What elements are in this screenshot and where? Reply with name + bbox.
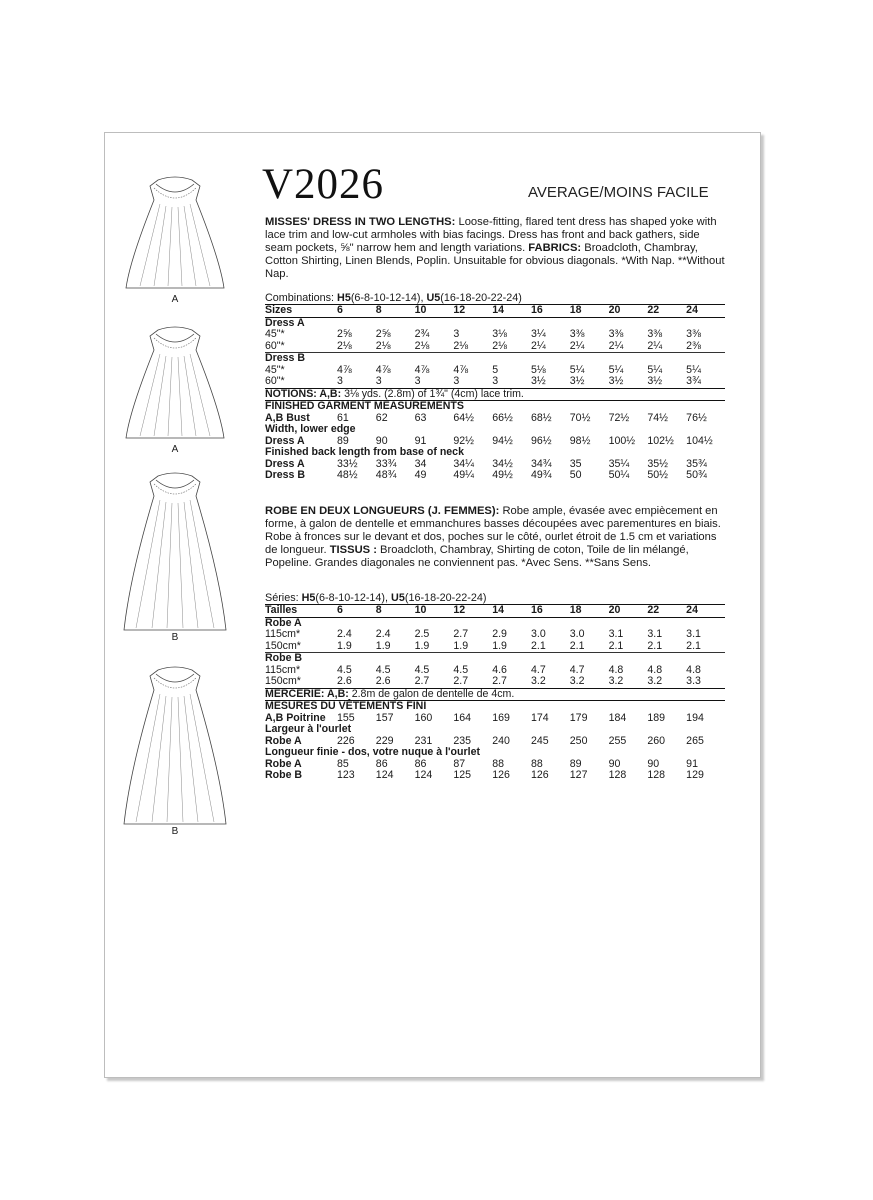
table-cell: 50¼ xyxy=(608,469,630,481)
table-cell: 260 xyxy=(647,734,666,747)
table-cell: 90 xyxy=(375,434,388,447)
finished-measurements-heading xyxy=(265,401,725,413)
table-cell: 3½ xyxy=(647,375,663,387)
table-cell: 8 xyxy=(376,305,415,318)
notions-cell xyxy=(265,388,725,401)
table-cell: 250 xyxy=(569,734,588,747)
english-description xyxy=(265,216,725,281)
table-cell: 4⅞ xyxy=(414,363,430,376)
table-cell: 35¼ xyxy=(608,457,630,470)
table-cell: Dress A xyxy=(265,316,305,329)
table-cell: 2.1 xyxy=(530,639,546,652)
table-cell: 2⅛ xyxy=(337,339,352,352)
table-cell: 3.0 xyxy=(530,628,546,640)
table-cell: 1.9 xyxy=(414,639,430,652)
table-cell: 2.1 xyxy=(608,639,624,652)
table-cell: 33½ xyxy=(337,457,358,470)
table-cell: 164 xyxy=(453,711,472,724)
table-cell: Longueur finie - dos, votre nuque à l'ourlet xyxy=(265,746,480,758)
table-cell: 150cm* xyxy=(265,639,301,652)
table-cell: Tailles xyxy=(265,605,337,618)
dress-a-front-sketch xyxy=(120,170,230,305)
table-cell: 102½ xyxy=(647,434,674,447)
figure-label: B xyxy=(171,632,179,643)
table-cell: 4.8 xyxy=(686,663,701,676)
table-cell: 4⅞ xyxy=(453,363,469,376)
table-cell: 12 xyxy=(453,305,492,318)
table-cell: 49½ xyxy=(492,469,513,481)
yardage-row xyxy=(265,641,725,653)
table-cell: 3½ xyxy=(530,375,546,387)
notions-text: 3⅛ yds. (2.8m) of 1¾" (4cm) lace trim. xyxy=(341,387,524,400)
table-cell: 3⅜ xyxy=(608,328,624,340)
table-cell: 240 xyxy=(492,734,510,747)
table-cell: 2.7 xyxy=(453,675,469,687)
table-cell: 2⅝ xyxy=(337,328,352,340)
table-cell: 2⅛ xyxy=(414,339,430,352)
table-cell: 2.4 xyxy=(337,628,352,640)
table-cell: 22 xyxy=(647,605,686,618)
table-cell: 115cm* xyxy=(265,628,301,640)
table-cell: 45"* xyxy=(265,328,285,340)
table-cell: 4.5 xyxy=(414,663,430,676)
table-cell: Robe B xyxy=(265,769,303,781)
table-cell: 4.5 xyxy=(453,663,469,676)
table-cell: 35¾ xyxy=(686,457,707,470)
table-cell: 160 xyxy=(414,711,433,724)
finished-measurements-heading xyxy=(265,701,725,713)
table-cell: 48¾ xyxy=(375,469,397,481)
table-cell: 3.2 xyxy=(569,675,585,687)
desc-text-fr: Robe ample, évasée avec empiècement en forme, à galon de dentelle et emmanchures basses découpées avec parementures en biais. Robe à fronces sur le devant et dos, poches sur le côté, ourlet étroit de 1.5 cm et variations de longueur. xyxy=(265,505,721,556)
table-cell: 124 xyxy=(375,769,394,781)
table-cell: 34¾ xyxy=(530,457,552,470)
table-cell: 123 xyxy=(337,769,355,781)
table-cell: 2.7 xyxy=(453,628,469,640)
table-cell: 125 xyxy=(453,769,472,781)
width-heading xyxy=(265,424,725,436)
combinations-line: Combinations: H5(6-8-10-12-14), U5(16-18-20-22-24) xyxy=(265,292,522,304)
table-cell: 2.5 xyxy=(414,628,430,640)
table-cell: 89 xyxy=(337,434,349,447)
table-cell: 68½ xyxy=(530,411,552,424)
table-cell: 4.8 xyxy=(608,663,624,676)
table-cell: 92½ xyxy=(453,434,475,447)
table-cell: 91 xyxy=(414,434,427,447)
table-cell: 16 xyxy=(531,305,570,318)
table-cell: 229 xyxy=(375,734,394,747)
table-cell: 72½ xyxy=(608,411,630,424)
table-cell: 90 xyxy=(608,757,621,770)
table-cell: 1.9 xyxy=(337,639,352,652)
notions-heading: MERCERIE: A,B: xyxy=(265,687,349,700)
table-cell: 14 xyxy=(492,605,531,618)
table-cell: 5¼ xyxy=(569,363,585,376)
table-cell: 5¼ xyxy=(686,363,701,376)
width-heading xyxy=(265,724,725,736)
table-cell: 12 xyxy=(453,605,492,618)
table-cell: Robe A xyxy=(265,757,302,770)
notions-cell xyxy=(265,688,725,701)
table-cell: 60"* xyxy=(265,375,285,387)
table-cell: 255 xyxy=(608,734,627,747)
table-cell: 3.2 xyxy=(647,675,663,687)
table-cell: 3⅜ xyxy=(569,328,585,340)
table-cell: Robe A xyxy=(265,616,302,629)
notions-row xyxy=(265,388,725,401)
table-cell: 265 xyxy=(686,734,704,747)
french-yardage-chart xyxy=(265,592,725,782)
table-cell: 45"* xyxy=(265,363,285,376)
table-cell: 35 xyxy=(569,457,582,470)
table-cell: 127 xyxy=(569,769,588,781)
table-cell: 104½ xyxy=(686,434,713,447)
dress-b-front-sketch xyxy=(120,466,230,643)
table-cell: 76½ xyxy=(686,411,707,424)
table-cell: 150cm* xyxy=(265,675,301,687)
size-table-fr xyxy=(265,604,725,782)
table-cell: 4.8 xyxy=(647,663,663,676)
table-cell: 4.6 xyxy=(492,663,507,676)
figure-label: A xyxy=(171,294,179,305)
table-cell: 3 xyxy=(337,375,343,387)
table-cell: 34 xyxy=(414,457,427,470)
table-cell: Sizes xyxy=(265,305,337,318)
table-cell: 5¼ xyxy=(608,363,624,376)
table-cell: 2.7 xyxy=(414,675,430,687)
table-cell: 3.1 xyxy=(608,628,624,640)
table-cell: 3.0 xyxy=(569,628,585,640)
table-cell: 87 xyxy=(453,757,466,770)
yardage-row xyxy=(265,341,725,353)
table-cell: 1.9 xyxy=(375,639,391,652)
table-cell: 5⅛ xyxy=(530,363,546,376)
table-cell: 1.9 xyxy=(492,639,507,652)
notions-text: 2.8m de galon de dentelle de 4cm. xyxy=(348,687,515,700)
table-cell: 18 xyxy=(570,605,609,618)
length-b-row xyxy=(265,770,725,782)
table-cell: 60"* xyxy=(265,339,285,352)
table-cell: 4.7 xyxy=(569,663,585,676)
yardage-row xyxy=(265,629,725,641)
table-cell: 3¾ xyxy=(686,375,701,387)
table-cell: 4⅞ xyxy=(337,363,352,376)
table-cell: 2.6 xyxy=(375,675,391,687)
table-cell: 2.1 xyxy=(569,639,585,652)
notions-heading: NOTIONS: A,B: xyxy=(265,387,342,400)
table-cell: Finished back length from base of neck xyxy=(265,446,464,458)
table-cell: 128 xyxy=(647,769,666,781)
table-cell: 22 xyxy=(647,305,686,318)
table-cell: 91 xyxy=(686,757,698,770)
table-cell: 66½ xyxy=(492,411,513,424)
table-cell: 3½ xyxy=(608,375,624,387)
table-cell: 3.2 xyxy=(608,675,624,687)
table-cell: 20 xyxy=(609,305,648,318)
table-cell: 194 xyxy=(686,711,704,724)
table-cell: 86 xyxy=(414,757,427,770)
table-cell: 33¾ xyxy=(375,457,397,470)
table-cell: 4.7 xyxy=(530,663,546,676)
desc-text: Loose-fitting, flared tent dress has shaped yoke with lace trim and low-cut armholes with bias facings. Dress has front and back gathers, side seam pockets, ⅝" narrow hem and length variations. xyxy=(265,216,717,254)
table-cell: 64½ xyxy=(453,411,475,424)
table-cell: FINISHED GARMENT MEASUREMENTS xyxy=(265,400,464,412)
dress-b-heading xyxy=(265,353,725,365)
table-cell: 2⅛ xyxy=(492,339,507,352)
length-b-row xyxy=(265,470,725,482)
table-cell: 3.2 xyxy=(530,675,546,687)
table-cell: 245 xyxy=(530,734,549,747)
table-cell: 184 xyxy=(608,711,627,724)
table-cell: 94½ xyxy=(492,434,513,447)
yardage-row xyxy=(265,329,725,341)
length-heading xyxy=(265,447,725,459)
table-cell: 88 xyxy=(492,757,504,770)
table-cell: 129 xyxy=(686,769,704,781)
table-cell: 49¾ xyxy=(530,469,552,481)
table-cell: 4⅞ xyxy=(375,363,391,376)
notions-row xyxy=(265,688,725,701)
table-cell: 126 xyxy=(492,769,510,781)
table-cell: 90 xyxy=(647,757,660,770)
sizes-header-row xyxy=(265,305,725,318)
table-cell: 6 xyxy=(337,605,376,618)
table-cell: 74½ xyxy=(647,411,668,424)
table-cell: 3 xyxy=(492,375,499,387)
table-cell: 155 xyxy=(337,711,355,724)
table-cell: 3.3 xyxy=(686,675,701,687)
table-cell: 3.1 xyxy=(686,628,701,640)
table-cell: 98½ xyxy=(569,434,591,447)
table-cell: 10 xyxy=(415,305,454,318)
table-cell: 2.9 xyxy=(492,628,507,640)
figure-label: A xyxy=(171,444,179,455)
length-heading xyxy=(265,747,725,759)
table-cell: Largeur à l'ourlet xyxy=(265,723,352,735)
figure-label: B xyxy=(171,826,179,837)
size-table-en xyxy=(265,304,725,482)
table-cell: 3 xyxy=(453,328,460,340)
yardage-row xyxy=(265,376,725,388)
table-cell: 2.6 xyxy=(337,675,352,687)
table-cell: 62 xyxy=(375,411,388,424)
table-cell: 3⅛ xyxy=(492,328,507,340)
table-cell: 235 xyxy=(453,734,472,747)
sizes-header-row xyxy=(265,605,725,618)
table-cell: 3 xyxy=(453,375,460,387)
french-description xyxy=(265,505,725,570)
table-cell: 63 xyxy=(414,411,427,424)
table-cell: 128 xyxy=(608,769,627,781)
table-cell: 2¼ xyxy=(647,339,663,352)
table-cell: A,B Bust xyxy=(265,411,310,424)
table-cell: 2⅜ xyxy=(686,339,701,352)
table-cell: 2⅝ xyxy=(375,328,391,340)
table-cell: 100½ xyxy=(608,434,636,447)
table-cell: 189 xyxy=(647,711,666,724)
fabrics-heading: FABRICS: xyxy=(528,242,582,254)
table-cell: 4.5 xyxy=(337,663,352,676)
table-cell: 5¼ xyxy=(647,363,663,376)
table-cell: 3½ xyxy=(569,375,585,387)
table-cell: A,B Poitrine xyxy=(265,711,326,724)
table-cell: 34¼ xyxy=(453,457,475,470)
table-cell: 4.5 xyxy=(375,663,391,676)
table-cell: 88 xyxy=(530,757,543,770)
table-cell: MESURES DU VÊTEMENTS FINI xyxy=(265,700,427,712)
table-cell: 14 xyxy=(492,305,531,318)
table-cell: 6 xyxy=(337,305,376,318)
desc-heading-fr: ROBE EN DEUX LONGUEURS (J. FEMMES): xyxy=(265,505,500,517)
table-cell: Robe A xyxy=(265,734,302,747)
table-cell: 85 xyxy=(337,757,349,770)
table-cell: 124 xyxy=(414,769,433,781)
table-cell: 2.1 xyxy=(647,639,663,652)
table-cell: 10 xyxy=(415,605,454,618)
table-cell: 5 xyxy=(492,363,499,376)
fabrics-text-fr: Broadcloth, Chambray, Shirting de coton, Toile de lin mélangé, Popeline. Grandes diagonales ne conviennent pas. *Avec Sens. **Sans Sens. xyxy=(265,544,689,569)
english-yardage-chart xyxy=(265,292,725,482)
table-cell: 35½ xyxy=(647,457,668,470)
table-cell: Robe B xyxy=(265,652,303,664)
table-cell: 3 xyxy=(375,375,382,387)
table-cell: 49¼ xyxy=(453,469,475,481)
table-cell: 2¼ xyxy=(569,339,585,352)
table-cell: Dress A xyxy=(265,457,305,470)
table-cell: 86 xyxy=(375,757,388,770)
table-cell: 96½ xyxy=(530,434,552,447)
table-cell: 3¼ xyxy=(530,328,546,340)
table-cell: 3 xyxy=(414,375,421,387)
table-cell: 174 xyxy=(530,711,549,724)
table-cell: Dress B xyxy=(265,469,306,481)
table-cell: 2⅛ xyxy=(453,339,469,352)
table-cell: 2¼ xyxy=(530,339,546,352)
table-cell: 3⅜ xyxy=(686,328,701,340)
table-cell: 1.9 xyxy=(453,639,469,652)
difficulty-level: AVERAGE/MOINS FACILE xyxy=(528,184,709,201)
table-cell: 2¾ xyxy=(414,328,430,340)
table-cell: 2¼ xyxy=(608,339,624,352)
dress-b-heading xyxy=(265,653,725,665)
table-cell: 49 xyxy=(414,469,427,481)
desc-heading: MISSES' DRESS IN TWO LENGTHS: xyxy=(265,216,456,228)
table-cell: 2.4 xyxy=(375,628,391,640)
table-cell: 2⅛ xyxy=(375,339,391,352)
table-cell: 24 xyxy=(686,305,725,318)
table-cell: 24 xyxy=(686,605,725,618)
table-cell: 3.1 xyxy=(647,628,663,640)
table-cell: 231 xyxy=(414,734,433,747)
table-cell: Dress A xyxy=(265,434,305,447)
dress-b-back-sketch xyxy=(120,660,230,837)
table-cell: 3⅜ xyxy=(647,328,663,340)
series-line: Séries: H5(6-8-10-12-14), U5(16-18-20-22-24) xyxy=(265,592,487,604)
table-cell: 2.7 xyxy=(492,675,507,687)
fabrics-heading-fr: TISSUS : xyxy=(329,544,377,556)
table-cell: 50 xyxy=(569,469,582,481)
fabrics-text: Broadcloth, Chambray, Cotton Shirting, Linen Blends, Poplin. Unsuitable for obvious diagonals. *With Nap. **Without Nap. xyxy=(265,242,725,280)
table-cell: 157 xyxy=(375,711,394,724)
table-cell: 16 xyxy=(531,605,570,618)
table-cell: 50¾ xyxy=(686,469,707,481)
table-cell: 89 xyxy=(569,757,582,770)
table-cell: 179 xyxy=(569,711,588,724)
table-cell: 61 xyxy=(337,411,349,424)
table-cell: 8 xyxy=(376,605,415,618)
yardage-row xyxy=(265,676,725,688)
table-cell: 2.1 xyxy=(686,639,701,652)
table-cell: 48½ xyxy=(337,469,358,481)
table-cell: 18 xyxy=(570,305,609,318)
table-cell: 70½ xyxy=(569,411,591,424)
table-cell: 226 xyxy=(337,734,355,747)
table-cell: 50½ xyxy=(647,469,668,481)
table-cell: Width, lower edge xyxy=(265,423,356,435)
table-cell: 34½ xyxy=(492,457,513,470)
table-cell: 126 xyxy=(530,769,549,781)
pattern-number: V2026 xyxy=(262,161,385,208)
table-cell: 115cm* xyxy=(265,663,301,676)
table-cell: 169 xyxy=(492,711,510,724)
table-cell: Dress B xyxy=(265,352,306,364)
table-cell: 20 xyxy=(609,605,648,618)
dress-a-back-sketch xyxy=(120,320,230,455)
